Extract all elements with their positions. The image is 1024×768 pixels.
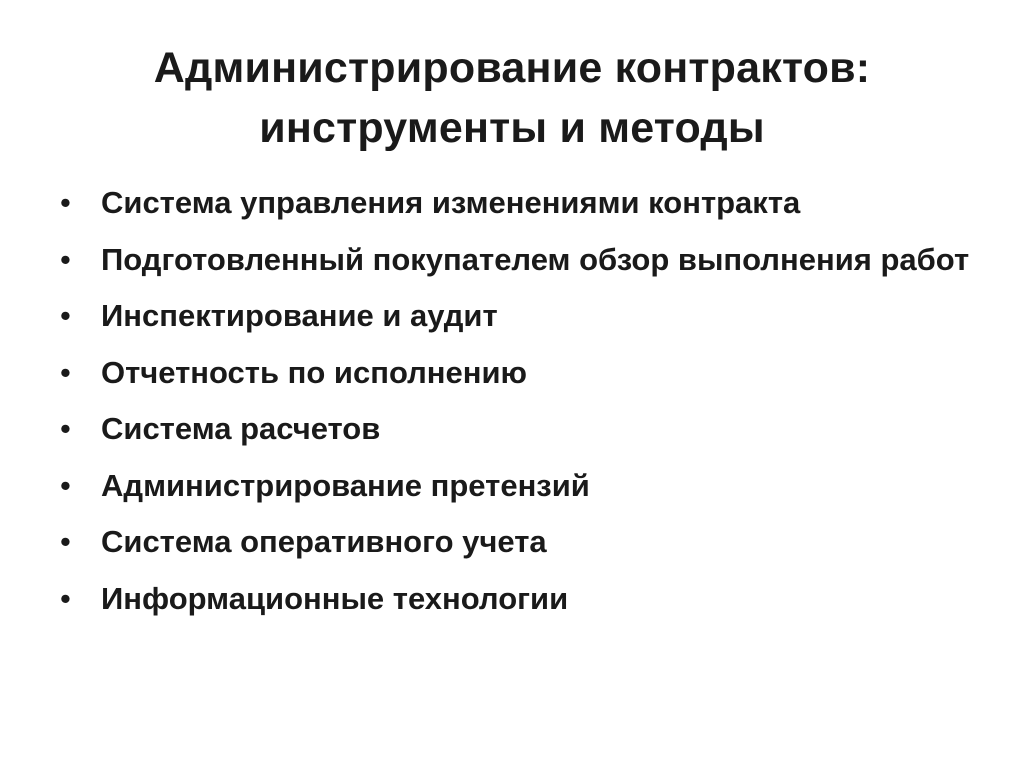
bullet-item-inspection-audit [60, 296, 980, 335]
bullet-icon: • [60, 354, 71, 390]
bullet-text: Инспектирование и аудит [101, 298, 498, 333]
bullet-icon: • [60, 580, 71, 616]
bullet-text: Подготовленный покупателем обзор выполнения работ [101, 241, 970, 277]
bullet-icon: • [60, 524, 71, 559]
bullet-icon: • [60, 185, 71, 220]
bullet-item-buyer-review [60, 240, 980, 279]
bullet-item-change-control [60, 183, 980, 222]
bullet-icon: • [60, 467, 71, 503]
bullet-icon: • [60, 411, 71, 446]
bullet-list [60, 183, 980, 635]
bullet-text: Система оперативного учета [101, 524, 547, 559]
bullet-text: Система расчетов [101, 411, 381, 446]
bullet-text: Информационные технологии [101, 580, 569, 616]
bullet-text: Система управления изменениями контракта [101, 185, 801, 220]
bullet-icon: • [60, 241, 71, 277]
bullet-icon: • [60, 298, 71, 333]
slide-title-line-1: Администрирование контрактов: [153, 44, 871, 92]
bullet-item-records-management [60, 522, 980, 561]
bullet-item-performance-reporting [60, 353, 980, 392]
slide-title-line-2: инструменты и методы [259, 104, 765, 152]
slide-title [60, 38, 964, 158]
bullet-item-claims-administration [60, 466, 980, 505]
bullet-text: Отчетность по исполнению [101, 354, 528, 390]
bullet-text: Администрирование претензий [101, 467, 590, 503]
bullet-item-information-technology [60, 579, 980, 618]
bullet-item-payment-system [60, 409, 980, 448]
